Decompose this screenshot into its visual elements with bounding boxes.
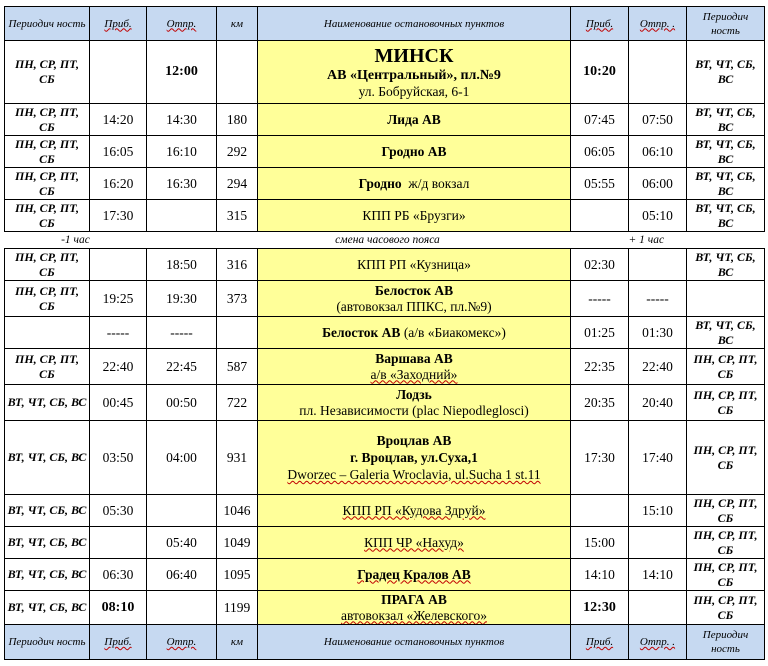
departure-cell: -----	[147, 317, 217, 349]
table-row	[5, 495, 765, 527]
arrival-return-cell	[571, 200, 629, 232]
departure-return-cell: 06:00	[629, 168, 687, 200]
header-stop-name: Наименование остановочных пунктов	[258, 7, 571, 41]
period-cell: ВТ, ЧТ, СБ, ВС	[5, 385, 90, 421]
arrival-return-cell: 12:30	[571, 591, 629, 625]
period-return-cell: ВТ, ЧТ, СБ, ВС	[687, 249, 765, 281]
table-row	[5, 249, 765, 281]
table-row	[5, 421, 765, 495]
footer-departure-return: Отпр. .	[629, 625, 687, 660]
departure-return-cell	[629, 249, 687, 281]
km-cell: 373	[217, 281, 258, 317]
km-cell: 1049	[217, 527, 258, 559]
departure-cell	[147, 495, 217, 527]
table-row	[5, 41, 765, 104]
header-km: км	[217, 7, 258, 41]
arrival-return-cell: 06:05	[571, 136, 629, 168]
period-cell: ВТ, ЧТ, СБ, ВС	[5, 559, 90, 591]
departure-return-cell: 14:10	[629, 559, 687, 591]
stop-name-cell: Градец Кралов АВ	[258, 559, 571, 591]
km-cell: 1046	[217, 495, 258, 527]
stop-name-cell: КПП РП «Кудова Здруй»	[258, 495, 571, 527]
departure-return-cell: 20:40	[629, 385, 687, 421]
table-row	[5, 281, 765, 317]
period-cell: ПН, СР, ПТ, СБ	[5, 200, 90, 232]
period-cell: ПН, СР, ПТ, СБ	[5, 168, 90, 200]
arrival-cell: 19:25	[90, 281, 147, 317]
km-cell: 180	[217, 104, 258, 136]
stop-name-main: Гродно АВ	[381, 143, 447, 159]
departure-return-cell: 17:40	[629, 421, 687, 495]
header-arrival-return: Приб.	[571, 7, 629, 41]
period-cell: ПН, СР, ПТ, СБ	[5, 41, 90, 104]
stop-name-main: Гродно	[358, 175, 402, 191]
table-row	[5, 136, 765, 168]
departure-cell: 22:45	[147, 349, 217, 385]
table-row	[5, 385, 765, 421]
departure-cell	[147, 591, 217, 625]
arrival-return-cell: 14:10	[571, 559, 629, 591]
period-return-cell: ПН, СР, ПТ, СБ	[687, 559, 765, 591]
stop-name-cell: КПП РП «Кузница»	[258, 249, 571, 281]
arrival-return-cell: 15:00	[571, 527, 629, 559]
stop-name-cell	[258, 385, 571, 421]
stop-name-main: Вроцлав АВ	[376, 433, 452, 448]
departure-return-cell: 06:10	[629, 136, 687, 168]
arrival-cell: 14:20	[90, 104, 147, 136]
period-return-cell: ВТ, ЧТ, СБ, ВС	[687, 168, 765, 200]
arrival-cell: 00:45	[90, 385, 147, 421]
stop-name-line3: Dworzec – Galeria Wroclavia, ul.Sucha 1 st.11	[287, 467, 541, 482]
stop-name-main: Лодзь	[396, 386, 432, 402]
timezone-label: смена часового пояса	[147, 232, 629, 249]
footer-stop-name: Наименование остановочных пунктов	[258, 625, 571, 660]
arrival-return-cell: 05:55	[571, 168, 629, 200]
period-return-cell: ВТ, ЧТ, СБ, ВС	[687, 200, 765, 232]
arrival-cell: 06:30	[90, 559, 147, 591]
arrival-return-cell: 07:45	[571, 104, 629, 136]
period-cell: ПН, СР, ПТ, СБ	[5, 249, 90, 281]
km-cell: 722	[217, 385, 258, 421]
footer-period: Периодич ность	[5, 625, 90, 660]
stop-name-cell	[258, 136, 571, 168]
stop-name-extra: ж/д вокзал	[408, 175, 470, 191]
period-return-cell: ПН, СР, ПТ, СБ	[687, 495, 765, 527]
stop-name-cell	[258, 104, 571, 136]
km-cell: 315	[217, 200, 258, 232]
stop-name-cell	[258, 281, 571, 317]
departure-return-cell	[629, 591, 687, 625]
stop-name-cell	[258, 421, 571, 495]
period-return-cell: ПН, СР, ПТ, СБ	[687, 591, 765, 625]
timezone-right: + 1 час	[629, 232, 765, 249]
arrival-cell	[90, 249, 147, 281]
arrival-cell: 03:50	[90, 421, 147, 495]
stop-name-main: Варшава АВ	[375, 350, 453, 366]
arrival-return-cell	[571, 495, 629, 527]
stop-name-main: ПРАГА АВ	[381, 591, 447, 607]
period-cell: ВТ, ЧТ, СБ, ВС	[5, 527, 90, 559]
stop-name-main: Лида АВ	[387, 111, 441, 127]
arrival-return-cell: 17:30	[571, 421, 629, 495]
header-period-return: Периодич ность	[687, 7, 765, 41]
stop-name-cell	[258, 349, 571, 385]
arrival-cell: 17:30	[90, 200, 147, 232]
period-cell: ПН, СР, ПТ, СБ	[5, 104, 90, 136]
table-row	[5, 104, 765, 136]
departure-return-cell: 22:40	[629, 349, 687, 385]
header-departure: Отпр.	[147, 7, 217, 41]
stop-name-line2: а/в «Заходний»	[370, 366, 458, 382]
stop-name-cell: КПП РБ «Брузги»	[258, 200, 571, 232]
period-cell: ВТ, ЧТ, СБ, ВС	[5, 495, 90, 527]
arrival-cell: 08:10	[90, 591, 147, 625]
footer-km: км	[217, 625, 258, 660]
stop-name-main: Белосток АВ	[322, 324, 401, 340]
stop-name-cell	[258, 168, 571, 200]
stop-name-cell	[258, 41, 571, 104]
km-cell: 316	[217, 249, 258, 281]
arrival-cell	[90, 527, 147, 559]
footer-departure: Отпр.	[147, 625, 217, 660]
departure-cell: 16:10	[147, 136, 217, 168]
stop-name-cell	[258, 591, 571, 625]
table-row	[5, 527, 765, 559]
table-row	[5, 349, 765, 385]
departure-cell: 16:30	[147, 168, 217, 200]
table-row	[5, 200, 765, 232]
km-cell	[217, 41, 258, 104]
departure-return-cell	[629, 527, 687, 559]
stop-name-line2: пл. Независимости (plac Niepodleglosci)	[299, 402, 529, 418]
period-cell	[5, 317, 90, 349]
table-row	[5, 559, 765, 591]
footer-period-return: Периодич ность	[687, 625, 765, 660]
departure-cell: 06:40	[147, 559, 217, 591]
departure-cell: 14:30	[147, 104, 217, 136]
departure-cell: 04:00	[147, 421, 217, 495]
footer-arrival-return: Приб.	[571, 625, 629, 660]
header-arrival: Приб.	[90, 7, 147, 41]
stop-name-line2: автовокзал «Желевского»	[341, 607, 487, 623]
km-cell	[217, 317, 258, 349]
stop-name-extra: (а/в «Биакомекс»)	[403, 324, 506, 340]
km-cell: 931	[217, 421, 258, 495]
period-cell: ПН, СР, ПТ, СБ	[5, 281, 90, 317]
period-return-cell: ПН, СР, ПТ, СБ	[687, 385, 765, 421]
period-return-cell: ВТ, ЧТ, СБ, ВС	[687, 104, 765, 136]
departure-return-cell: 01:30	[629, 317, 687, 349]
departure-return-cell: 15:10	[629, 495, 687, 527]
period-return-cell	[687, 281, 765, 317]
departure-cell: 18:50	[147, 249, 217, 281]
table-row	[5, 168, 765, 200]
arrival-cell: -----	[90, 317, 147, 349]
departure-return-cell: -----	[629, 281, 687, 317]
departure-cell: 00:50	[147, 385, 217, 421]
stop-name-line2: (автовокзал ППКС, пл.№9)	[336, 298, 492, 314]
departure-return-cell	[629, 41, 687, 104]
header-departure-return: Отпр. .	[629, 7, 687, 41]
period-return-cell: ПН, СР, ПТ, СБ	[687, 527, 765, 559]
period-return-cell: ВТ, ЧТ, СБ, ВС	[687, 317, 765, 349]
period-cell: ПН, СР, ПТ, СБ	[5, 136, 90, 168]
timezone-left: -1 час	[5, 232, 147, 249]
table-row	[5, 317, 765, 349]
departure-return-cell: 07:50	[629, 104, 687, 136]
header-period: Периодич ность	[5, 7, 90, 41]
arrival-cell: 16:05	[90, 136, 147, 168]
period-return-cell: ВТ, ЧТ, СБ, ВС	[687, 41, 765, 104]
arrival-return-cell: 22:35	[571, 349, 629, 385]
arrival-return-cell: 10:20	[571, 41, 629, 104]
km-cell: 1199	[217, 591, 258, 625]
period-return-cell: ПН, СР, ПТ, СБ	[687, 421, 765, 495]
arrival-return-cell: 01:25	[571, 317, 629, 349]
period-return-cell: ВТ, ЧТ, СБ, ВС	[687, 136, 765, 168]
arrival-return-cell: 20:35	[571, 385, 629, 421]
stop-name-cell: КПП ЧР «Нахуд»	[258, 527, 571, 559]
period-cell: ВТ, ЧТ, СБ, ВС	[5, 421, 90, 495]
header-row	[5, 7, 765, 41]
departure-cell: 05:40	[147, 527, 217, 559]
period-cell: ПН, СР, ПТ, СБ	[5, 349, 90, 385]
timezone-row	[5, 232, 765, 249]
km-cell: 1095	[217, 559, 258, 591]
arrival-cell	[90, 41, 147, 104]
schedule-table	[4, 6, 765, 660]
stop-name-main: Белосток АВ	[374, 282, 454, 298]
arrival-return-cell: -----	[571, 281, 629, 317]
footer-arrival: Приб.	[90, 625, 147, 660]
arrival-cell: 22:40	[90, 349, 147, 385]
arrival-cell: 05:30	[90, 495, 147, 527]
departure-return-cell: 05:10	[629, 200, 687, 232]
km-cell: 294	[217, 168, 258, 200]
km-cell: 587	[217, 349, 258, 385]
footer-row	[5, 625, 765, 660]
stop-name-line2: г. Вроцлав, ул.Суха,1	[350, 450, 478, 465]
table-row	[5, 591, 765, 625]
stop-name-cell	[258, 317, 571, 349]
arrival-return-cell: 02:30	[571, 249, 629, 281]
km-cell: 292	[217, 136, 258, 168]
stop-name-line3: ул. Бобруйская, 6-1	[358, 83, 470, 99]
departure-cell	[147, 200, 217, 232]
stop-name-line2: АВ «Центральный», пл.№9	[327, 67, 501, 83]
departure-cell: 12:00	[147, 41, 217, 104]
period-cell: ВТ, ЧТ, СБ, ВС	[5, 591, 90, 625]
departure-cell: 19:30	[147, 281, 217, 317]
period-return-cell: ПН, СР, ПТ, СБ	[687, 349, 765, 385]
stop-name-main: МИНСК	[374, 44, 454, 67]
arrival-cell: 16:20	[90, 168, 147, 200]
